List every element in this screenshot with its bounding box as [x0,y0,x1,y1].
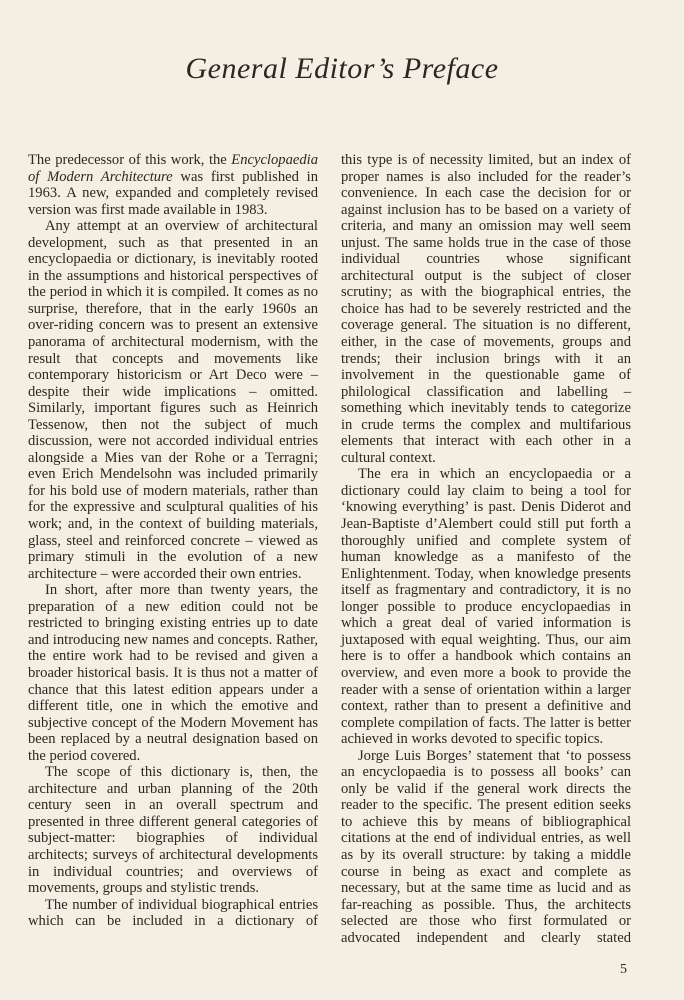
text-column-left [28,152,318,930]
paragraph [28,152,318,218]
page-title: General Editor’s Preface [185,52,499,85]
paragraph: Any attempt at an overview of architectural development, such as that presented in an encyclopaedia or dictionary, is inevitably rooted in the assumptions and historical perspectives of the period in which it is compiled. It comes as no surprise, therefore, that in the early 1960s an over-riding concern was to present an extensive panorama of architectural modernism, with the result that concepts and movements like contemporary historicism or Art Deco were – despite their wide implications – omitted. Similarly, important figures such as Heinrich Tessenow, then not the subject of much discussion, were not accorded individual entries alongside a Mies van der Rohe or a Terragni; even Erich Mendelsohn was included primarily for his bold use of modern materials, rather than for the expressive and sculptural qualities of his work; and, in the context of building materials, glass, steel and reinforced concrete – viewed as primary stimuli in the evolution of a new architecture – were accorded their own entries. [28,218,318,582]
book-title-italic: Encyclopaedia of Modern Architecture [28,152,318,185]
paragraph: In short, after more than twenty years, the preparation of a new edition could not be restricted to bringing existing entries up to date and introducing new names and concepts. Rather, the entire work had to be revised and given a broader historical basis. It is thus not a matter of chance that this latest edition appears under a different title, one in which the emotive and subjective concept of the Modern Movement has been replaced by a neutral designation based on the period covered. [28,582,318,764]
paragraph: this type is of necessity limited, but an index of proper names is also included for the reader’s convenience. In each case the decision for or against inclusion has to be based on a variety of criteria, and many an omission may well seem unjust. The same holds true in the case of those individual countries whose significant architectural output is the subject of closer scrutiny; as with the biographical entries, the choice has had to be severely restricted and the coverage general. The situation is no different, either, in the case of movements, groups and trends; their inclusion brings with it an involvement in the questionable game of philological classification and labelling – something which inevitably tends to categorize in crude terms the complex and multifarious elements that interact with each other in a cultural context. [341,152,631,466]
paragraph: The number of individual biographical entries which can be included in a dictionary of [28,896,318,930]
page-number: 5 [620,962,627,977]
paragraph-text: was first published in 1963. A new, expanded and completely revised version was first made available in 1983. [28,168,318,218]
paragraph: Jorge Luis Borges’ statement that ‘to possess an encyclopaedia is to possess all books’ can only be valid if the general work directs the reader to the specific. The present edition seeks to achieve this by means of bibliographical citations at the end of individual entries, as well as by its overall structure: by taking a middle course in being as exact and complete as necessary, but at the same time as lucid and as far-reaching as possible. Thus, the architects selected are those who first formulated or advocated independent and clearly stated [341,747,631,946]
paragraph: The era in which an encyclopaedia or a dictionary could lay claim to being a tool for ‘knowing everything’ is past. Denis Diderot and Jean-Baptiste d’Alembert could still put forth a thoroughly unified and complete system of human knowledge as a manifesto of the Enlightenment. Today, when knowledge presents itself as fragmentary and contradictory, it is no longer possible to produce encyclopaedias in which a great deal of varied information is juxtaposed with equal weighting. Thus, our aim here is to offer a handbook which contains an overview, and even more a book to provide the reader with a sense of orientation within a larger context, rather than to present a definitive and complete compilation of facts. The latter is better achieved in works devoted to specific topics. [341,466,631,748]
paragraph: The scope of this dictionary is, then, the architecture and urban planning of the 20th century seen in an overall spectrum and presented in three different general categories of subject-matter: biographies of individual architects; surveys of architectural developments in individual countries; and overviews of movements, groups and stylistic trends. [28,764,318,897]
text-column-right [341,152,631,946]
paragraph-text: The predecessor of this work, the [28,152,232,168]
